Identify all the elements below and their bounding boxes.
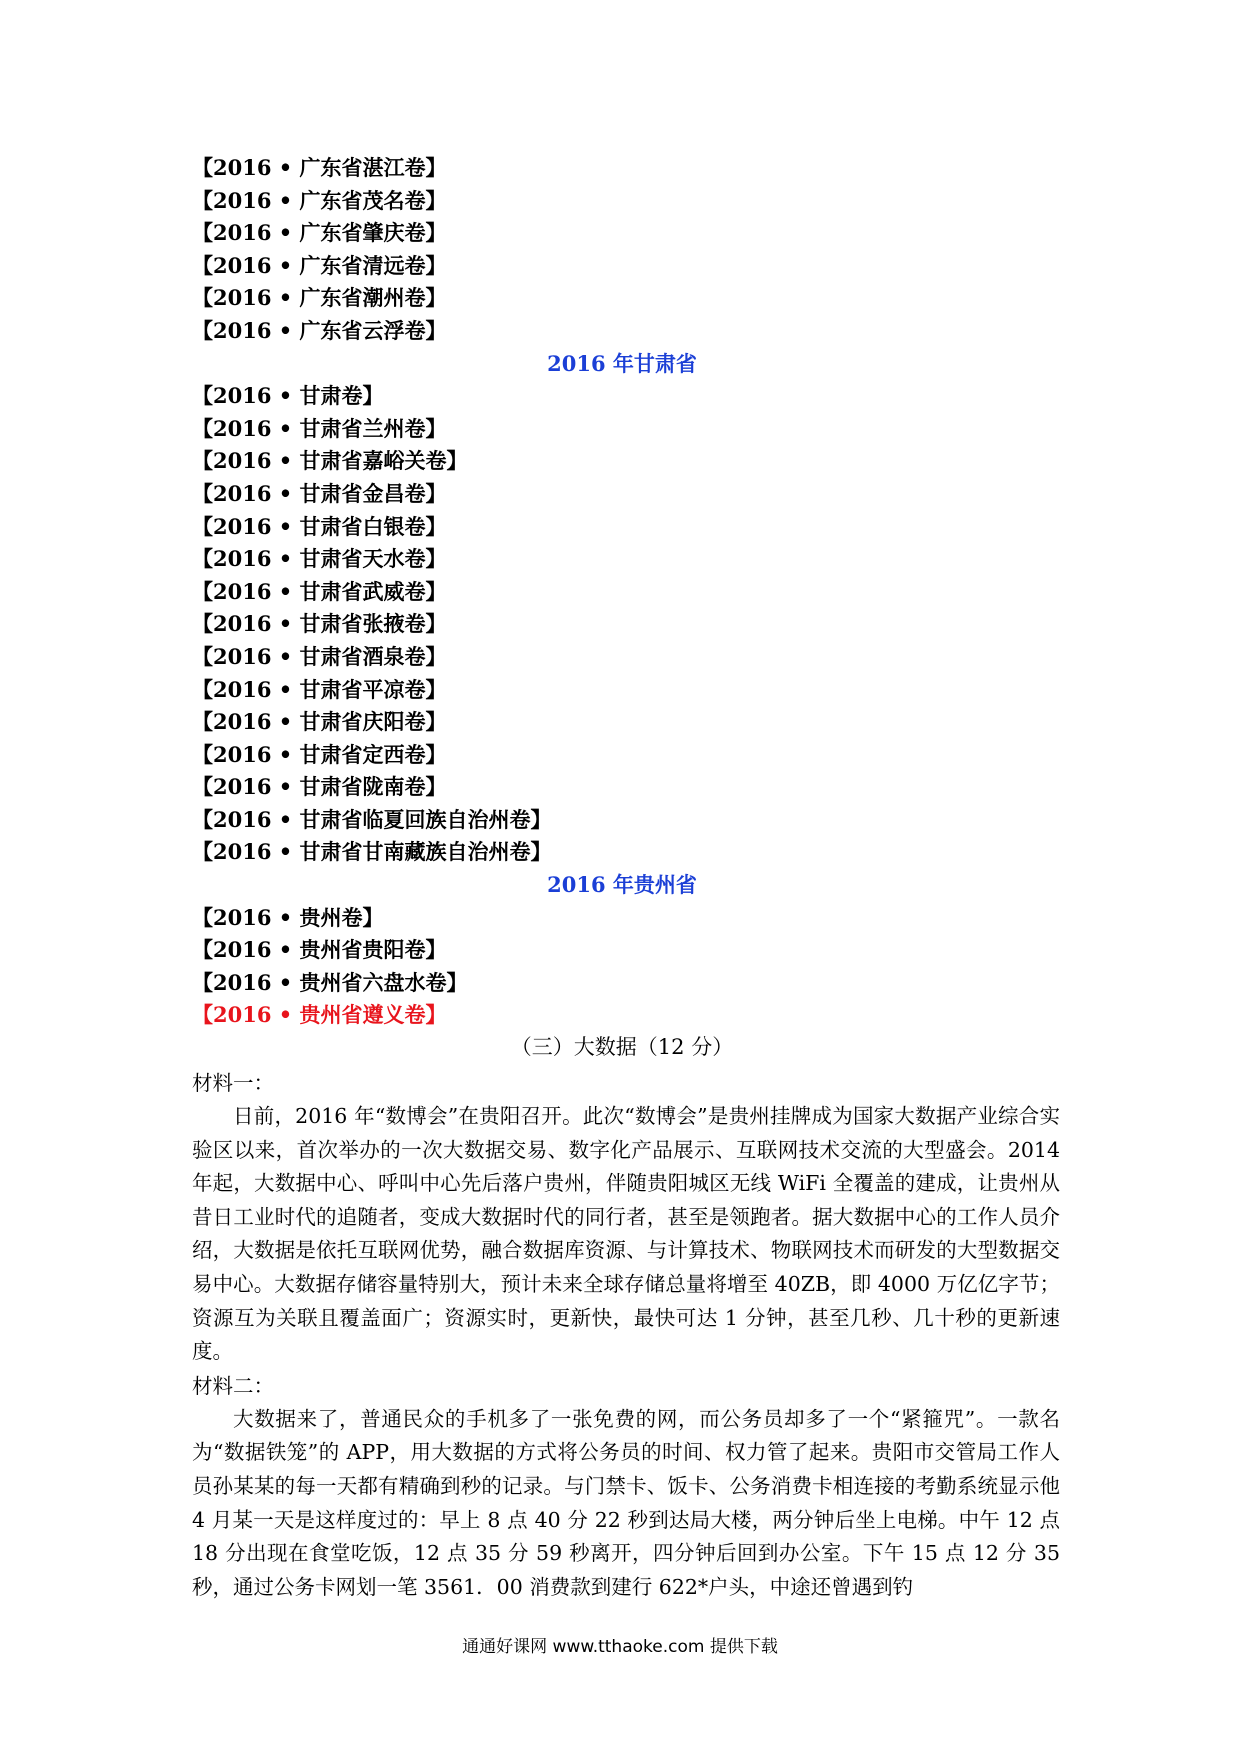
page-footer: 通通好课网 www.tthaoke.com 提供下载 <box>462 1637 778 1657</box>
section-title: （三）大数据（12 分） <box>510 1035 734 1059</box>
exam-entry: 【2016 • 广东省潮州卷】 <box>192 285 447 311</box>
exam-entry: 【2016 • 甘肃省临夏回族自治州卷】 <box>192 806 552 832</box>
material-one-text: 日前，2016 年“数博会”在贵阳召开。此次“数博会”是贵州挂牌成为国家大数据产业综合实验区以来，首次举办的一次大数据交易、数字化产品展示、互联网技术交流的大型盛会。2014 年起，大数据中心、呼叫中心先后落户贵州，伴随贵阳城区无线 WiFi 全覆盖的建成，让贵州从昔日工业时代的追随者，变成大数据时代的同行者，甚至是领跑者。据大数据中心的工作人员介绍，大数据是依托互联网优势，融合数据库资源、与计算技术、物联网技术而研发的大型数据交易中心。大数据存储容量特别大，预计未来全球存储总量将增至 40ZB，即 4000 万亿亿字节；资源互为关联且覆盖面广；资源实时，更新快，最快可达 1 分钟，甚至几秒、几十秒的更新速度。 <box>192 1104 1060 1364</box>
material-one-label: 材料一： <box>192 1071 274 1095</box>
exam-entry: 【2016 • 甘肃省平凉卷】 <box>192 676 447 702</box>
exam-entry: 【2016 • 甘肃省陇南卷】 <box>192 774 447 800</box>
exam-entry: 【2016 • 甘肃省金昌卷】 <box>192 480 447 506</box>
exam-entry: 【2016 • 甘肃省甘南藏族自治州卷】 <box>192 839 552 865</box>
exam-entry: 【2016 • 广东省茂名卷】 <box>192 187 447 213</box>
exam-entry: 【2016 • 甘肃省白银卷】 <box>192 513 447 539</box>
exam-entry: 【2016 • 甘肃省嘉峪关卷】 <box>192 448 468 474</box>
exam-entry: 【2016 • 广东省清远卷】 <box>192 252 447 278</box>
exam-entry-highlighted: 【2016 • 贵州省遵义卷】 <box>192 1002 447 1028</box>
province-heading: 2016 年贵州省 <box>547 872 697 898</box>
materials <box>192 1066 1060 1604</box>
exam-entry: 【2016 • 甘肃省天水卷】 <box>192 546 447 572</box>
exam-list <box>192 152 1052 1032</box>
exam-entry: 【2016 • 甘肃卷】 <box>192 383 384 409</box>
material-two-text: 大数据来了，普通民众的手机多了一张免费的网，而公务员却多了一个“紧箍咒”。一款名为“数据铁笼”的 APP，用大数据的方式将公务员的时间、权力管了起来。贵阳市交管局工作人员孙某某的每一天都有精确到秒的记录。与门禁卡、饭卡、公务消费卡相连接的考勤系统显示他 4 月某一天是这样度过的：早上 8 点 40 分 22 秒到达局大楼，两分钟后坐上电梯。中午 12 点 18 分出现在食堂吃饭，12 点 35 分 59 秒离开，四分钟后回到办公室。下午 15 点 12 分 35 秒，通过公务卡网划一笔 3561．00 消费款到建行 622*户头，中途还曾遇到钓 <box>192 1406 1060 1599</box>
material-two-label: 材料二： <box>192 1373 274 1398</box>
exam-entry: 【2016 • 贵州省六盘水卷】 <box>192 969 468 995</box>
exam-entry: 【2016 • 甘肃省庆阳卷】 <box>192 709 447 735</box>
province-heading: 2016 年甘肃省 <box>547 350 697 376</box>
exam-entry: 【2016 • 甘肃省酒泉卷】 <box>192 643 447 669</box>
exam-entry: 【2016 • 甘肃省定西卷】 <box>192 741 447 767</box>
exam-entry: 【2016 • 甘肃省武威卷】 <box>192 578 447 604</box>
exam-entry: 【2016 • 甘肃省兰州卷】 <box>192 415 447 441</box>
exam-entry: 【2016 • 贵州省贵阳卷】 <box>192 937 447 963</box>
exam-entry: 【2016 • 广东省湛江卷】 <box>192 155 447 180</box>
exam-entry: 【2016 • 广东省云浮卷】 <box>192 317 447 343</box>
exam-entry: 【2016 • 甘肃省张掖卷】 <box>192 611 447 637</box>
exam-entry: 【2016 • 广东省肇庆卷】 <box>192 220 447 246</box>
exam-entry: 【2016 • 贵州卷】 <box>192 904 384 930</box>
